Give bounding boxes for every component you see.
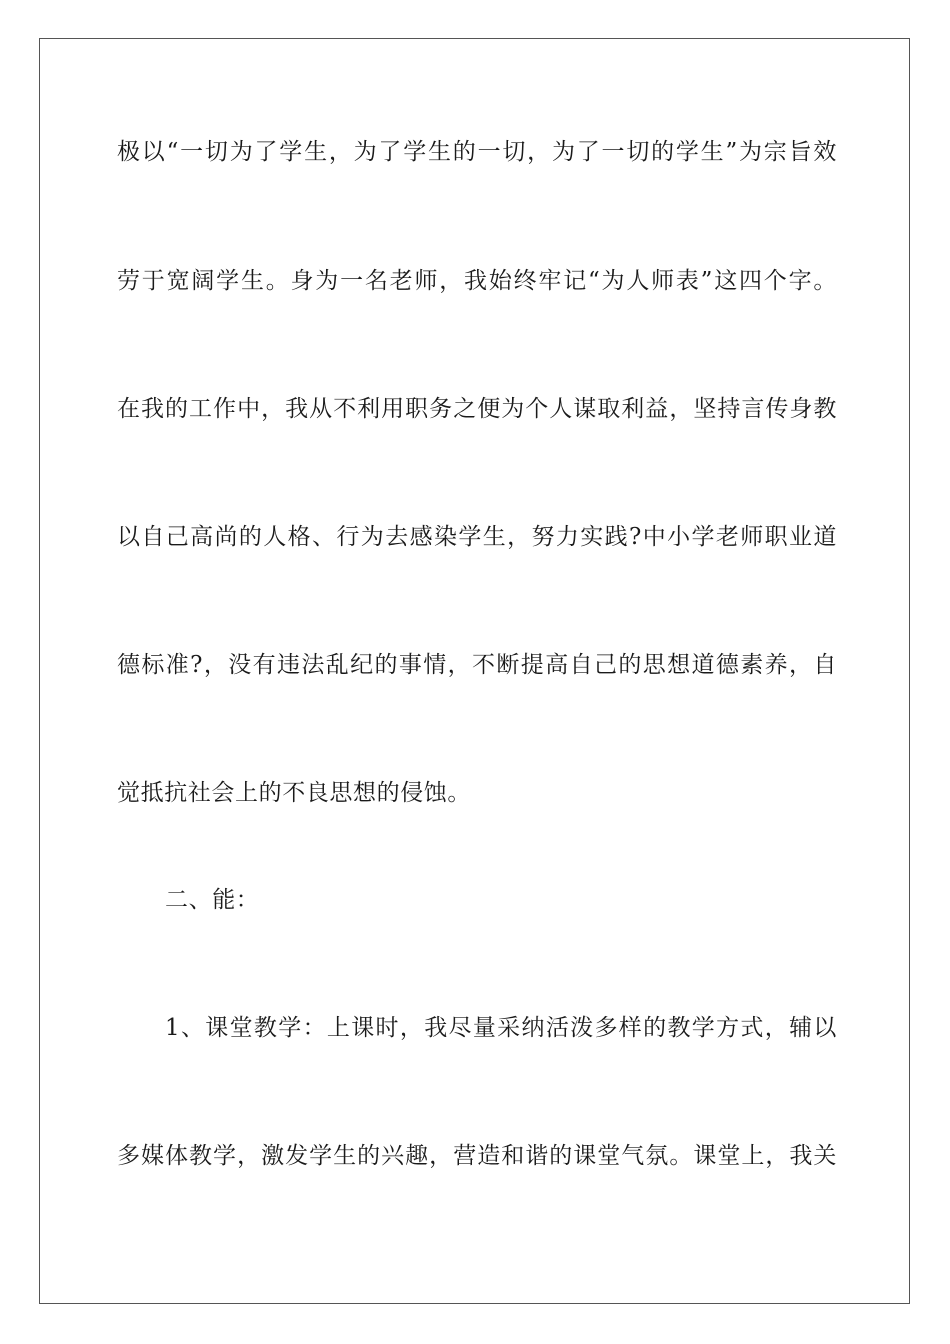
section-heading: 二、能： [165,887,260,913]
text-line: 多媒体教学，激发学生的兴趣，营造和谐的课堂气氛。课堂上，我关 [117,1143,837,1169]
text-line: 以自己高尚的人格、行为去感染学生，努力实践?中小学老师职业道 [117,524,837,550]
text-line: 1、课堂教学：上课时，我尽量采纳活泼多样的教学方式，辅以 [165,1015,837,1041]
text-line: 德标准?，没有违法乱纪的事情，不断提高自己的思想道德素养，自 [117,652,837,678]
text-line: 觉抵抗社会上的不良思想的侵蚀。 [117,780,471,806]
text-line: 在我的工作中，我从不利用职务之便为个人谋取利益，坚持言传身教 [117,396,837,422]
text-line: 极以“一切为了学生，为了学生的一切，为了一切的学生”为宗旨效 [117,139,837,165]
text-line: 劳于宽阔学生。身为一名老师，我始终牢记“为人师表”这四个字。 [117,268,837,294]
